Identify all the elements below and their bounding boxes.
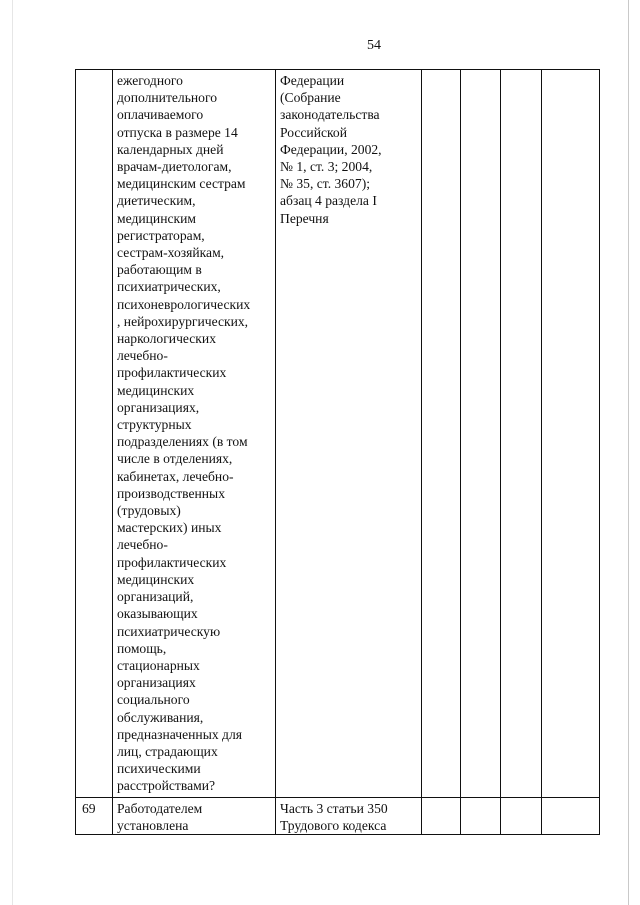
- legal-reference-cell: Федерации (Собрание законодательства Российской Федерации, 2002, № 1, ст. 3; 2004, № 35, ст. 3607); абзац 4 раздела I Перечня: [276, 70, 422, 798]
- answer-cell-yes: [422, 70, 461, 798]
- scan-edge-right: [628, 0, 629, 905]
- question-cell: Работодателем установлена: [113, 798, 276, 835]
- notes-cell: [542, 798, 600, 835]
- checklist-table: [75, 69, 600, 835]
- row-number-cell: [76, 70, 113, 798]
- question-cell: ежегодного дополнительного оплачиваемого отпуска в размере 14 календарных дней врачам-диетологам, медицинским сестрам диетическим, медицинским регистраторам, сестрам-хозяйкам, работающим в психиатрических, психоневрологических , нейрохирургических, наркологических лечебно- профилактических медицинских организациях, структурных подразделениях (в том числе в отделениях, кабинетах, лечебно- производственных (трудовых) мастерских) иных лечебно- профилактических медицинских организаций, оказывающих психиатрическую помощь, стационарных организациях социального обслуживания, предназначенных для лиц, страдающих психическими расстройствами?: [113, 70, 276, 798]
- legal-reference-cell: Часть 3 статьи 350 Трудового кодекса: [276, 798, 422, 835]
- answer-cell-na: [501, 798, 542, 835]
- row-number-cell: 69: [76, 798, 113, 835]
- notes-cell: [542, 70, 600, 798]
- scan-edge-left: [12, 0, 13, 905]
- table-row: [76, 798, 600, 835]
- answer-cell-no: [461, 70, 501, 798]
- answer-cell-no: [461, 798, 501, 835]
- answer-cell-na: [501, 70, 542, 798]
- page-number: 54: [367, 38, 381, 53]
- answer-cell-yes: [422, 798, 461, 835]
- table-row: [76, 70, 600, 798]
